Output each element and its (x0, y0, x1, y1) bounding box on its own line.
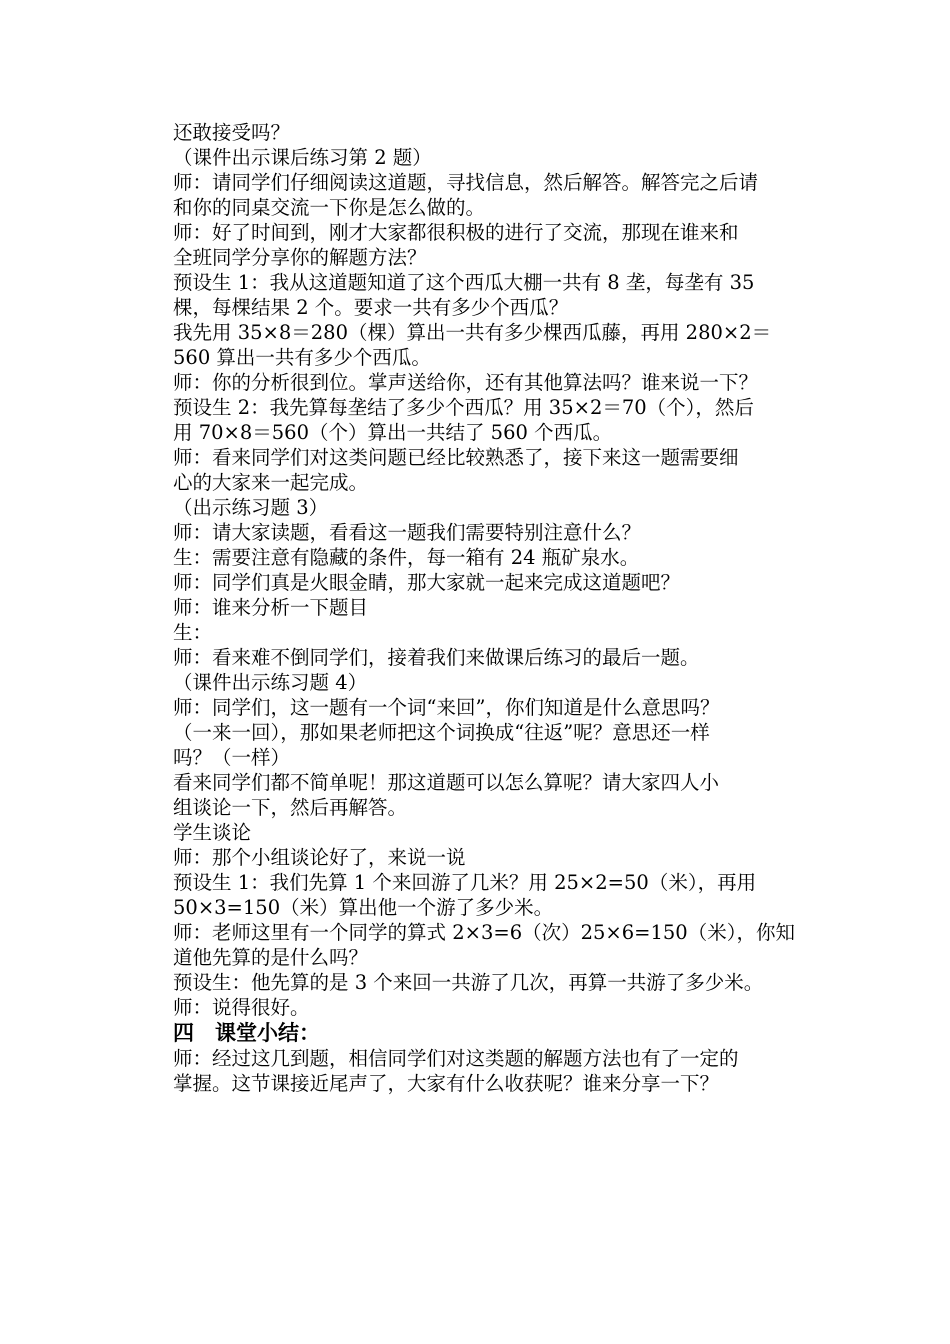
text-line: （出示练习题 3） (173, 496, 329, 519)
text-line: 看来同学们都不简单呢！那这道题可以怎么算呢？请大家四人小 (173, 771, 720, 794)
text-line: 用 70×8＝560（个）算出一共结了 560 个西瓜。 (173, 421, 613, 444)
text-line: 预设生：他先算的是 3 个来回一共游了几次，再算一共游了多少米。 (173, 971, 764, 994)
text-line: 560 算出一共有多少个西瓜。 (173, 346, 431, 369)
text-line: 师：看来同学们对这类问题已经比较熟悉了，接下来这一题需要细 (173, 446, 739, 469)
text-line: 还敢接受吗？ (173, 121, 291, 144)
text-line: 全班同学分享你的解题方法？ (173, 246, 427, 269)
text-line: 吗？（一样） (173, 746, 291, 769)
text-line: 我先用 35×8＝280（棵）算出一共有多少棵西瓜藤，再用 280×2＝ (173, 321, 772, 344)
text-line: 师：同学们真是火眼金睛，那大家就一起来完成这道题吧？ (173, 571, 681, 594)
text-line: 和你的同桌交流一下你是怎么做的。 (173, 196, 486, 219)
text-line: 师：老师这里有一个同学的算式 2×3=6（次）25×6=150（米），你知 (173, 921, 795, 944)
text-line: 学生谈论 (173, 821, 252, 844)
text-line: 掌握。这节课接近尾声了，大家有什么收获呢？谁来分享一下？ (173, 1072, 720, 1095)
text-line: 师：请大家读题，看看这一题我们需要特别注意什么？ (173, 521, 642, 544)
text-line: 预设生 1：我们先算 1 个来回游了几米？用 25×2=50（米），再用 (173, 871, 757, 894)
text-line: 棵，每棵结果 2 个。要求一共有多少个西瓜？ (173, 296, 569, 319)
text-line: 师：说得很好。 (173, 996, 310, 1019)
text-line: 师：同学们，这一题有一个词“来回”，你们知道是什么意思吗？ (173, 696, 720, 719)
text-line: 50×3=150（米）算出他一个游了多少米。 (173, 896, 554, 919)
text-line: 生：需要注意有隐藏的条件，每一箱有 24 瓶矿泉水。 (173, 546, 640, 569)
document-body (173, 120, 833, 1096)
text-line: 师：看来难不倒同学们，接着我们来做课后练习的最后一题。 (173, 646, 700, 669)
text-line: 师：请同学们仔细阅读这道题，寻找信息，然后解答。解答完之后请 (173, 171, 759, 194)
text-line: （一来一回），那如果老师把这个词换成“往返”呢？意思还一样 (173, 721, 710, 744)
text-line: 组谈论一下，然后再解答。 (173, 796, 408, 819)
text-line: 师：你的分析很到位。掌声送给你，还有其他算法吗？谁来说一下？ (173, 371, 759, 394)
text-line: 预设生 1：我从这道题知道了这个西瓜大棚一共有 8 垄，每垄有 35 (173, 271, 755, 294)
text-line: （课件出示练习题 4） (173, 671, 368, 694)
text-line: 生： (173, 621, 213, 644)
text-line: 预设生 2：我先算每垄结了多少个西瓜？用 35×2＝70（个），然后 (173, 396, 754, 419)
text-line: （课件出示课后练习第 2 题） (173, 146, 432, 169)
text-line: 心的大家来一起完成。 (173, 471, 369, 494)
text-line: 道他先算的是什么吗？ (173, 946, 369, 969)
text-line: 师：好了时间到，刚才大家都很积极的进行了交流，那现在谁来和 (173, 221, 739, 244)
text-line: 师：经过这几到题，相信同学们对这类题的解题方法也有了一定的 (173, 1047, 739, 1070)
section-heading: 四 课堂小结： (173, 1021, 320, 1045)
text-line: 师：谁来分析一下题目 (173, 596, 369, 619)
text-line: 师：那个小组谈论好了，来说一说 (173, 846, 466, 869)
